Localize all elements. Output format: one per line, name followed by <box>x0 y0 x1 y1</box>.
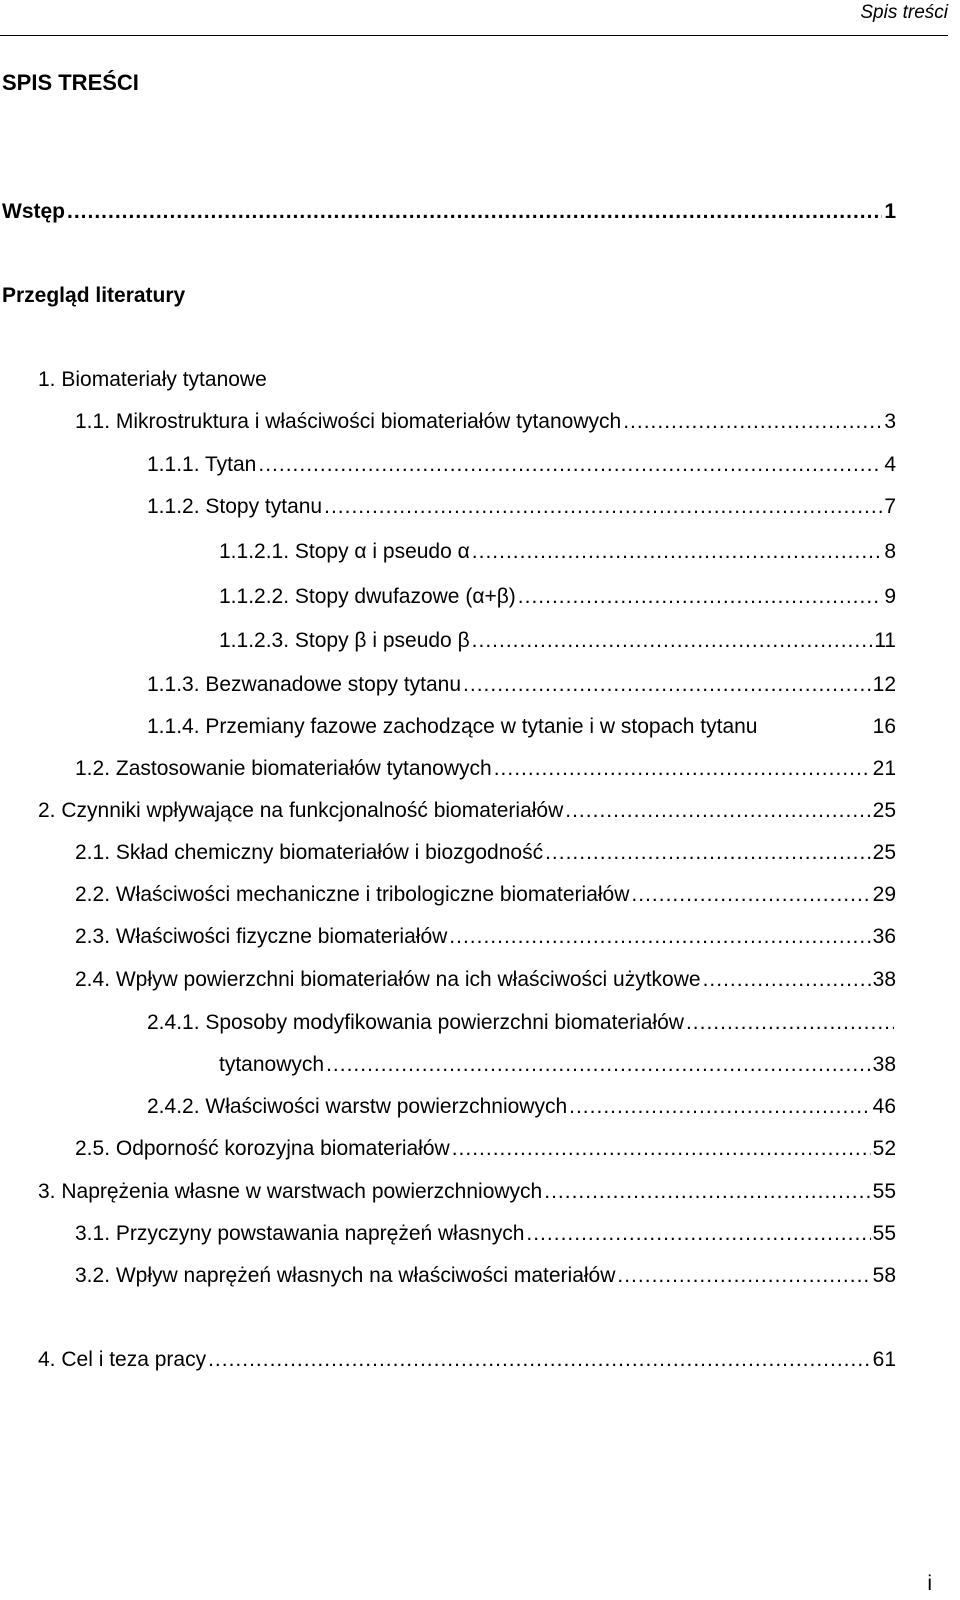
toc-entry <box>75 924 896 950</box>
running-header <box>0 0 948 36</box>
toc-entry-title: 1.1.4. Przemiany fazowe zachodzące w tytanie i w stopach tytanu <box>147 715 758 738</box>
dot-leader <box>631 882 870 908</box>
dot-leader <box>463 672 871 698</box>
toc-entry-title: 1.1.2.2. Stopy dwufazowe (α+β) <box>219 585 516 608</box>
toc-entry <box>2 283 896 309</box>
toc-entry <box>38 367 896 393</box>
toc-entry <box>75 840 896 866</box>
toc-entry-page: 55 <box>872 1180 896 1203</box>
toc-entry-title: 3.2. Wpływ naprężeń własnych na właściwości materiałów <box>75 1264 616 1287</box>
dot-leader <box>472 628 873 654</box>
toc-entry-page: 11 <box>874 629 896 652</box>
toc-entry <box>219 539 896 565</box>
toc-entry-page: 9 <box>884 585 896 608</box>
toc-entry-title: 1.1.2.3. Stopy β i pseudo β <box>219 629 470 652</box>
toc-entry-page: 58 <box>872 1264 896 1287</box>
toc-entry-page: 52 <box>872 1137 896 1160</box>
toc-entry-title: 1.1.3. Bezwanadowe stopy tytanu <box>147 673 462 696</box>
toc-entry-title: 1.1.2. Stopy tytanu <box>147 495 323 518</box>
toc-entry-title: 1.1.1. Tytan <box>147 453 257 476</box>
toc-entry <box>38 1347 896 1373</box>
dot-leader <box>545 840 871 866</box>
toc-entry <box>147 494 896 520</box>
dot-leader <box>452 1136 871 1162</box>
toc-entry-title: Wstęp <box>2 200 65 223</box>
toc-entry <box>219 1052 896 1078</box>
toc-entry-title: 1.1. Mikrostruktura i właściwości biomateriałów tytanowych <box>75 410 622 433</box>
dot-leader <box>324 494 882 520</box>
dot-leader <box>565 798 870 824</box>
toc-entry <box>75 409 896 435</box>
dot-leader <box>623 409 882 435</box>
dot-leader <box>569 1094 871 1120</box>
toc-entry-page: 25 <box>872 799 896 822</box>
toc-entry <box>75 756 896 782</box>
toc-entry-title: 4. Cel i teza pracy <box>38 1348 207 1371</box>
toc-entry <box>147 1094 896 1120</box>
toc-entry <box>219 584 896 610</box>
toc-entry-page: 4 <box>884 453 896 476</box>
toc-entry-title: Przegląd literatury <box>2 284 186 307</box>
toc-entry-page: 21 <box>872 757 896 780</box>
toc-entry-page: 46 <box>872 1095 896 1118</box>
toc-entry-page: 3 <box>884 410 896 433</box>
dot-leader <box>494 756 871 782</box>
dot-leader <box>258 452 882 478</box>
toc-entry-title: 1.2. Zastosowanie biomateriałów tytanowych <box>75 757 492 780</box>
dot-leader <box>326 1052 871 1078</box>
toc-entry <box>75 1263 896 1289</box>
toc-entry-page: 12 <box>872 673 896 696</box>
toc-entry-title: 2.3. Właściwości fizyczne biomateriałów <box>75 925 448 948</box>
toc-entry-title: 3. Naprężenia własne w warstwach powierzchniowych <box>38 1180 543 1203</box>
toc-entry-page: 25 <box>872 841 896 864</box>
toc-entry <box>219 628 896 654</box>
toc-entry <box>38 1179 896 1205</box>
toc-entry <box>147 452 896 478</box>
toc-entry <box>75 967 896 993</box>
toc-entry-title: 2.2. Właściwości mechaniczne i tribologiczne biomateriałów <box>75 883 630 906</box>
toc-entry-title: 1.1.2.1. Stopy α i pseudo α <box>219 540 470 563</box>
toc-entry-title: 2.4.2. Właściwości warstw powierzchniowych <box>147 1095 568 1118</box>
toc-entry-page: 61 <box>872 1348 896 1371</box>
dot-leader <box>703 967 871 993</box>
dot-leader <box>472 539 883 565</box>
dot-leader <box>617 1263 870 1289</box>
toc-entry-page: 16 <box>872 715 896 738</box>
toc-entry-page: 55 <box>872 1222 896 1245</box>
toc-entry <box>38 798 896 824</box>
dot-leader <box>449 924 870 950</box>
toc-entry <box>75 1221 896 1247</box>
toc-entry <box>2 199 896 225</box>
toc-entry-title: 2.4. Wpływ powierzchni biomateriałów na ich właściwości użytkowe <box>75 968 701 991</box>
toc-entry-title: 2.4.1. Sposoby modyfikowania powierzchni biomateriałów <box>147 1011 684 1034</box>
page-title: SPIS TREŚCI <box>2 70 139 95</box>
toc-entry-title: 1. Biomateriały tytanowe <box>38 368 267 391</box>
toc-entry <box>75 882 896 908</box>
toc-entry-page: 1 <box>884 200 896 223</box>
dot-leader <box>686 1010 894 1036</box>
page-number: i <box>927 1572 932 1595</box>
toc-entry-title: 2.1. Skład chemiczny biomateriałów i biozgodność <box>75 841 544 864</box>
toc-entry-title: 2. Czynniki wpływające na funkcjonalność biomateriałów <box>38 799 564 822</box>
dot-leader <box>544 1179 870 1205</box>
toc-entry-title: 2.5. Odporność korozyjna biomateriałów <box>75 1137 450 1160</box>
toc-entry-title: 3.1. Przyczyny powstawania naprężeń własnych <box>75 1222 525 1245</box>
dot-leader <box>208 1347 871 1373</box>
toc-entry <box>147 1010 896 1036</box>
toc-entry-page: 7 <box>884 495 896 518</box>
toc-entry <box>147 672 896 698</box>
toc-entry-page: 8 <box>884 540 896 563</box>
dot-leader <box>67 199 882 225</box>
toc-entry-page: 36 <box>872 925 896 948</box>
toc-entry-page: 38 <box>872 1053 896 1076</box>
toc-entry <box>75 1136 896 1162</box>
toc-entry-title: tytanowych <box>219 1053 325 1076</box>
running-header-title: Spis treści <box>860 2 948 23</box>
toc-entry <box>147 714 896 740</box>
toc-entry-page: 29 <box>872 883 896 906</box>
toc-entry-page: 38 <box>872 968 896 991</box>
dot-leader <box>518 584 883 610</box>
dot-leader <box>526 1221 870 1247</box>
